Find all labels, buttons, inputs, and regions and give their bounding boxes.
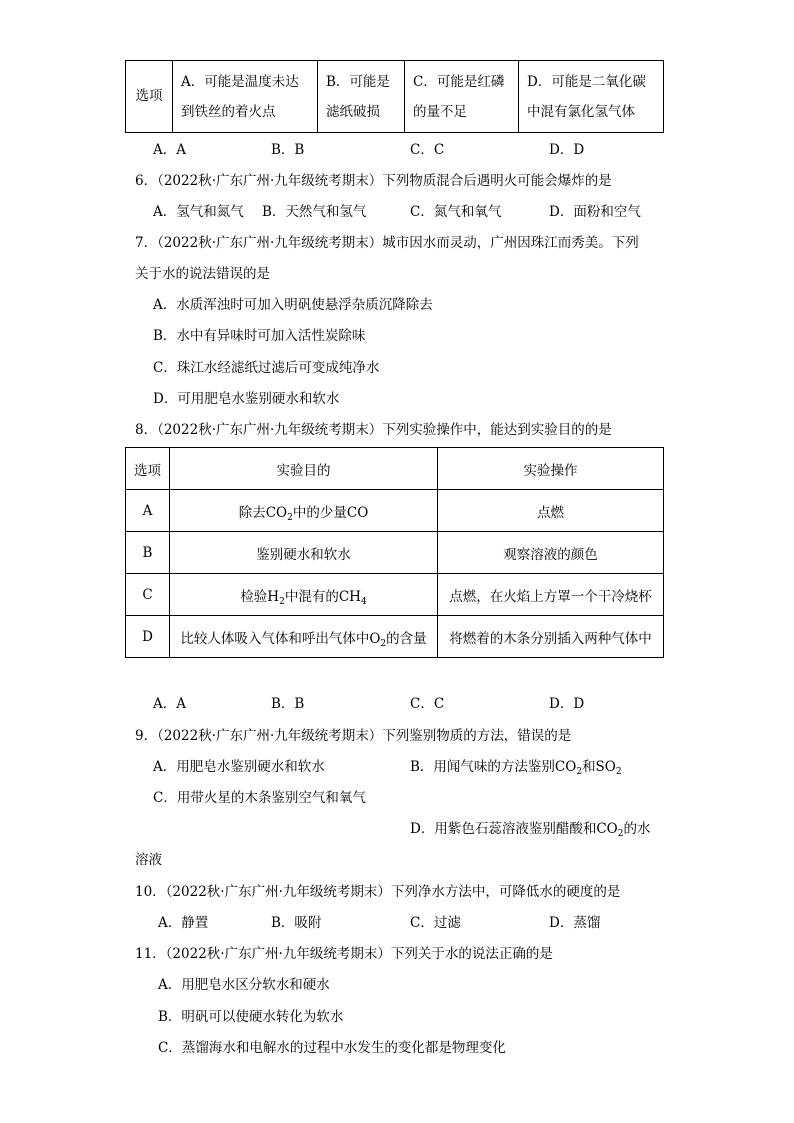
q7-option-c: C．珠江水经滤纸过滤后可变成纯净水: [153, 360, 380, 376]
q5-table-header-cell: [126, 61, 173, 133]
q8-row-c-option: C: [126, 574, 170, 616]
q8-header-operation: 实验操作: [438, 448, 664, 490]
q7-option-b: B．水中有异味时可加入活性炭除味: [153, 328, 366, 344]
q9-option-b: B．用闻气味的方法鉴别$CO_2$和$SO_2$: [410, 759, 622, 777]
q5-cell-d: [519, 61, 664, 133]
table-row: [126, 532, 664, 574]
q5-cell-c: [405, 61, 519, 133]
q9-option-d: D．用紫色石蕊溶液鉴别醋酸和$CO_2$的水: [410, 821, 651, 839]
q8-row-b-purpose: 鉴别硬水和软水: [170, 532, 438, 574]
q10-stem: 10．（2022秋·广东广州·九年级统考期末）下列净水方法中，可降低水的硬度的是: [135, 884, 621, 900]
q11-option-b: B．明矾可以使硬水转化为软水: [158, 1009, 344, 1025]
q10-option-c: C．过滤: [410, 915, 461, 931]
q7-stem-line2: 关于水的说法错误的是: [135, 266, 270, 282]
q5-cell-a-line1: A．可能是温度未达: [181, 73, 299, 90]
q5-option-d: D．D: [549, 142, 585, 158]
q5-cell-b-line2: 滤纸破损: [326, 103, 380, 120]
q8-row-c-operation: 点燃，在火焰上方罩一个干冷烧杯: [438, 574, 664, 616]
q5-cell-d-line1: D．可能是二氧化碳: [527, 73, 646, 90]
q8-row-a-option: A: [126, 490, 170, 532]
q5-cell-c-line2: 的量不足: [413, 103, 467, 120]
q6-option-d: D．面粉和空气: [549, 204, 641, 220]
q10-option-d: D．蒸馏: [549, 915, 601, 931]
q5-cell-d-line2: 中混有氯化氢气体: [527, 103, 635, 120]
q8-option-b: B．B: [271, 696, 305, 712]
q8-row-d-purpose: 比较人体吸入气体和呼出气体中$O_2$的含量: [170, 616, 438, 658]
q8-row-a-purpose: 除去$CO_2$中的少量CO: [170, 490, 438, 532]
q8-stem: 8．（2022秋·广东广州·九年级统考期末）下列实验操作中，能达到实验目的的是: [135, 422, 612, 438]
q8-row-d-option: D: [126, 616, 170, 658]
q5-cell-b-line1: B．可能是: [326, 73, 390, 90]
q5-cell-c-line1: C．可能是红磷: [413, 73, 505, 90]
q6-option-c: C．氮气和氧气: [410, 204, 502, 220]
q9-option-a: A．用肥皂水鉴别硬水和软水: [153, 759, 325, 775]
q5-option-b: B．B: [271, 142, 305, 158]
q8-header-option: 选项: [126, 448, 170, 490]
q5-cell-b: [318, 61, 405, 133]
q8-header-purpose: 实验目的: [170, 448, 438, 490]
table-row: [126, 490, 664, 532]
q8-experiment-table: [125, 447, 664, 658]
q7-stem-line1: 7．（2022秋·广东广州·九年级统考期末）城市因水而灵动，广州因珠江而秀美。下列: [135, 235, 639, 251]
q8-option-c: C．C: [410, 696, 445, 712]
q7-option-a: A．水质浑浊时可加入明矾使悬浮杂质沉降除去: [153, 297, 433, 313]
q5-options-table: [125, 60, 664, 133]
q11-option-a: A．用肥皂水区分软水和硬水: [158, 977, 330, 993]
q11-option-c: C．蒸馏海水和电解水的过程中水发生的变化都是物理变化: [158, 1040, 506, 1056]
q10-option-a: A．静置: [158, 915, 209, 931]
q9-option-c: C．用带火星的木条鉴别空气和氧气: [153, 790, 366, 806]
q6-option-b: B．天然气和氢气: [262, 204, 367, 220]
table-row: [126, 574, 664, 616]
q11-stem: 11．（2022秋·广东广州·九年级统考期末）下列关于水的说法正确的是: [135, 946, 553, 962]
q6-option-a: A．氢气和氮气: [153, 204, 244, 220]
q5-table-header: 选项: [135, 87, 163, 104]
q8-row-c-purpose: 检验$H_2$中混有的$CH_4$: [170, 574, 438, 616]
q7-option-d: D．可用肥皂水鉴别硬水和软水: [153, 391, 340, 407]
q5-option-a: A．A: [153, 142, 186, 158]
q5-cell-a-line2: 到铁丝的着火点: [181, 103, 276, 120]
q5-cell-a: [173, 61, 318, 133]
q8-row-b-operation: 观察溶液的颜色: [438, 532, 664, 574]
table-row: [126, 616, 664, 658]
q8-option-d: D．D: [549, 696, 585, 712]
q9-option-d-continued: 溶液: [135, 852, 162, 868]
q8-row-a-operation: 点燃: [438, 490, 664, 532]
q10-option-b: B．吸附: [271, 915, 322, 931]
q8-row-b-option: B: [126, 532, 170, 574]
q6-stem: 6．（2022秋·广东广州·九年级统考期末）下列物质混合后遇明火可能会爆炸的是: [135, 173, 612, 189]
q8-row-d-operation: 将燃着的木条分别插入两种气体中: [438, 616, 664, 658]
q5-option-c: C．C: [410, 142, 445, 158]
q9-stem: 9．（2022秋·广东广州·九年级统考期末）下列鉴别物质的方法，错误的是: [135, 728, 572, 744]
q8-option-a: A．A: [153, 696, 186, 712]
